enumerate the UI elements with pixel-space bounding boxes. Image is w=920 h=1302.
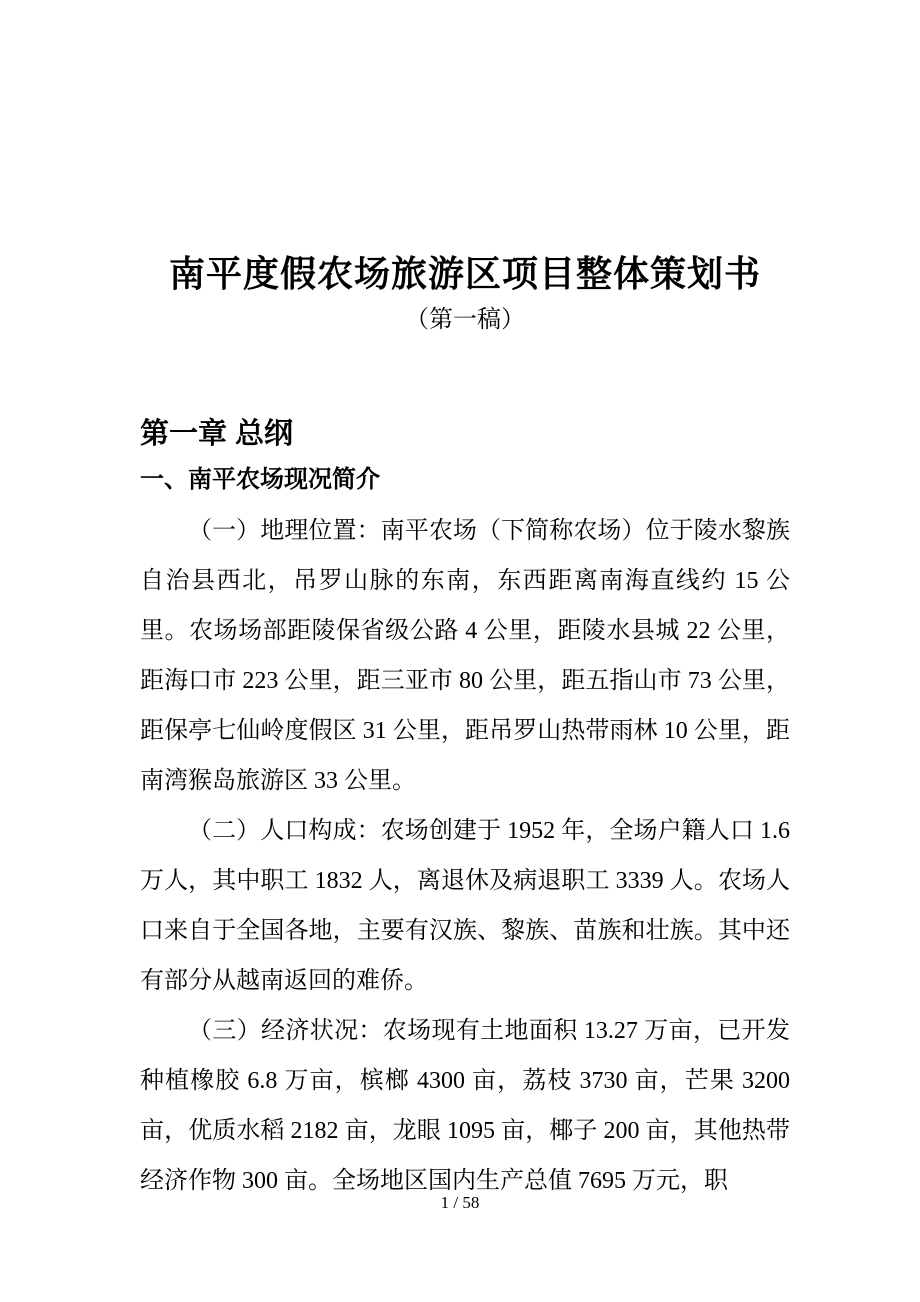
chapter-heading: 第一章 总纲 bbox=[140, 418, 294, 450]
document-subtitle: （第一稿） bbox=[405, 307, 525, 333]
section-heading: 一、南平农场现况简介 bbox=[140, 466, 380, 493]
paragraph-geographic-location: （一）地理位置：南平农场（下简称农场）位于陵水黎族自治县西北，吊罗山脉的东南，东西距离南海直线约 15 公里。农场场部距陵保省级公路 4 公里，距陵水县城 22 公里，距海口市 223 公里，距三亚市 80 公里，距五指山市 73 公里，距保亭七仙岭度假区 31 公里，距吊罗山热带雨林 10 公里，距南湾猴岛旅游区 33 公里。 bbox=[140, 518, 790, 794]
document-title: 南平度假农场旅游区项目整体策划书 bbox=[168, 253, 761, 294]
document-content bbox=[140, 0, 790, 1206]
paragraph-population: （二）人口构成：农场创建于 1952 年，全场户籍人口 1.6 万人，其中职工 1832 人，离退休及病退职工 3339 人。农场人口来自于全国各地，主要有汉族、黎族、苗族和壮族。其中还有部分从越南返回的难侨。 bbox=[140, 818, 790, 994]
paragraph-economy: （三）经济状况：农场现有土地面积 13.27 万亩，已开发种植橡胶 6.8 万亩，槟榔 4300 亩，荔枝 3730 亩，芒果 3200 亩，优质水稻 2182 亩，龙眼 1095 亩，椰子 200 亩，其他热带经济作物 300 亩。全场地区国内生产总值 7695 万元，职 bbox=[140, 1018, 790, 1194]
body-text bbox=[140, 506, 790, 1206]
page-number-footer: 1 / 58 bbox=[440, 1193, 480, 1212]
